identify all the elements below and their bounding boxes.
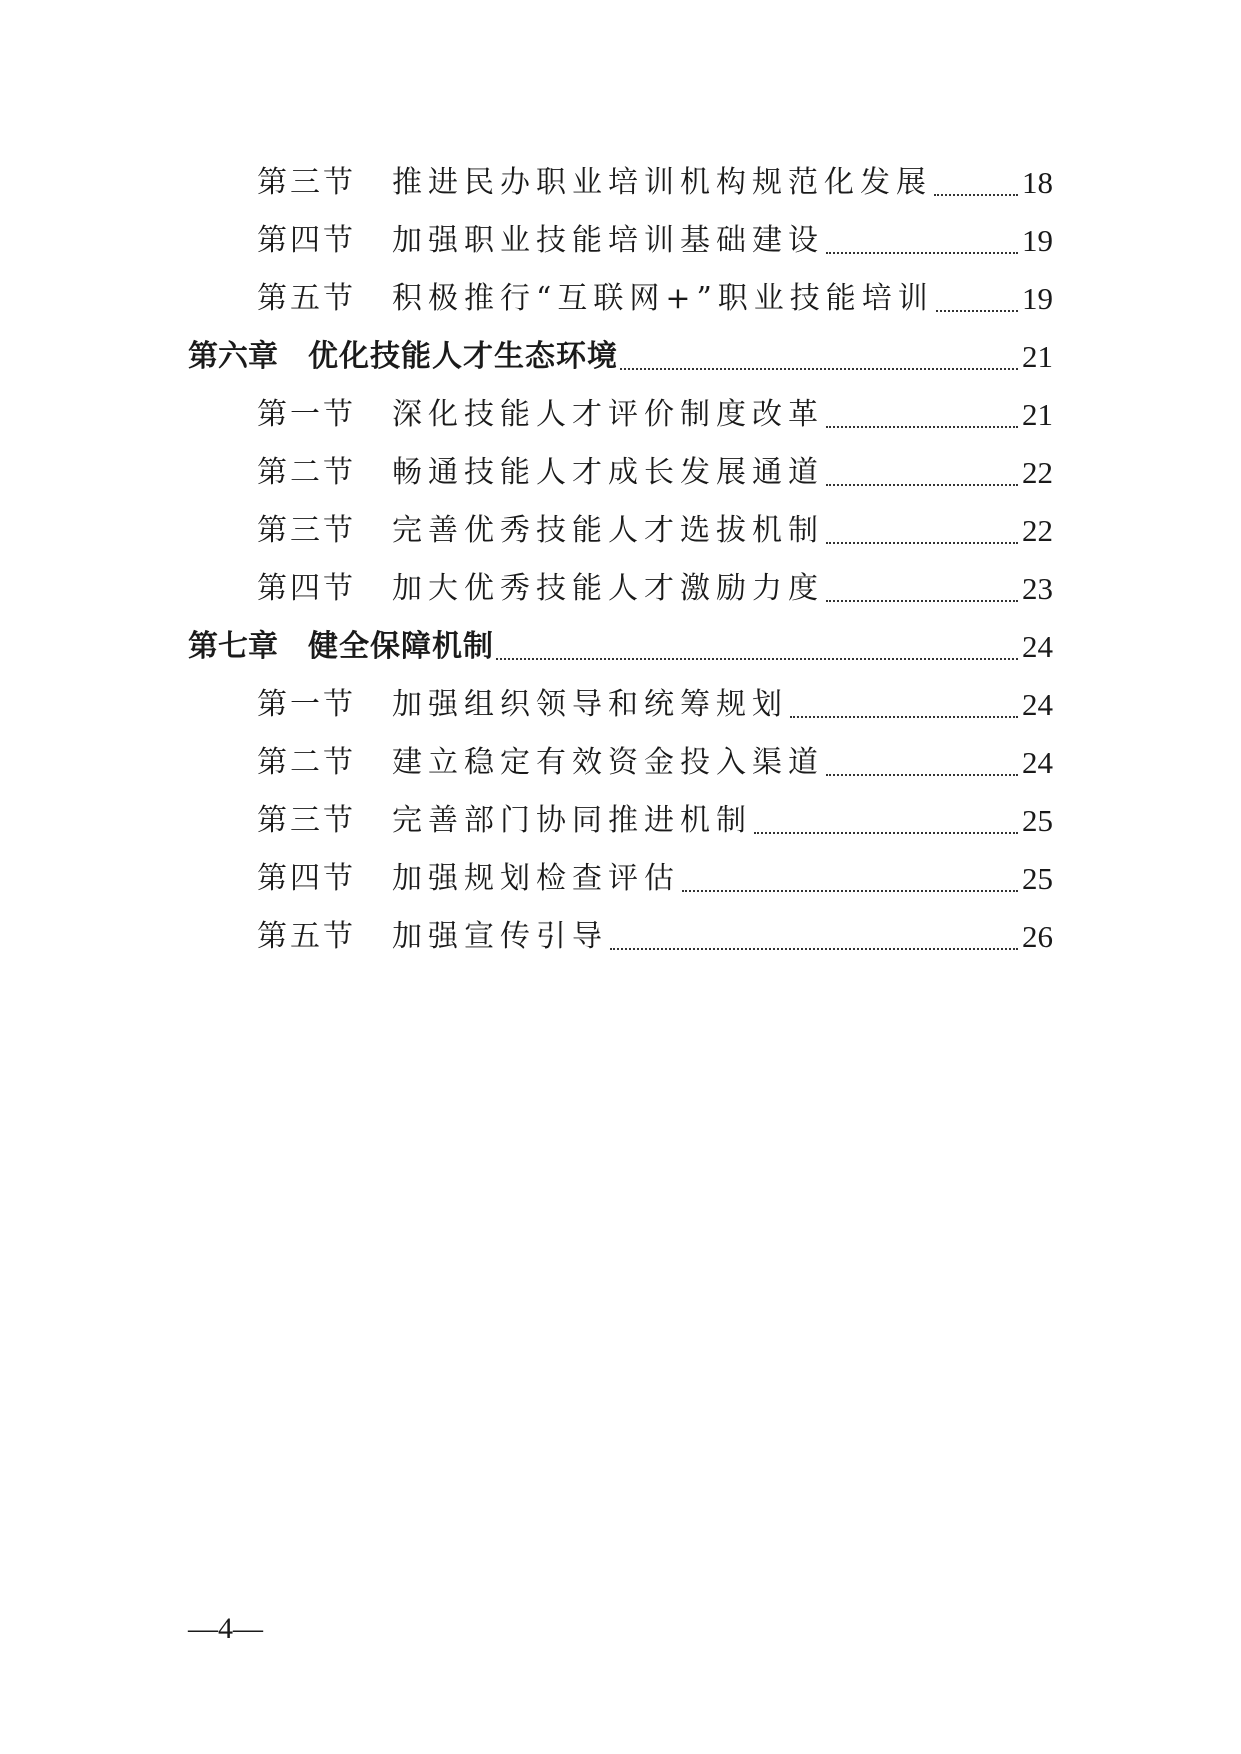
toc-entry[interactable] (257, 274, 1053, 324)
toc-chapter-entry[interactable] (188, 622, 1053, 672)
toc-entry-title: 推进民办职业培训机构规范化发展 (392, 165, 932, 200)
toc-entry-title: 加强组织领导和统筹规划 (392, 687, 788, 722)
toc-leader-dots (496, 658, 1018, 660)
toc-entry-page: 18 (1022, 165, 1053, 200)
toc-entry[interactable] (257, 448, 1053, 498)
toc-entry-label: 第一节 (257, 397, 356, 432)
toc-entry-page: 19 (1022, 281, 1053, 316)
toc-leader-dots (620, 368, 1018, 370)
toc-entry[interactable] (257, 390, 1053, 440)
toc-entry[interactable] (257, 216, 1053, 266)
toc-entry-page: 22 (1022, 513, 1053, 548)
toc-entry-page: 21 (1022, 339, 1053, 374)
toc-chapter-label: 第七章 (188, 629, 278, 664)
toc-entry-label: 第四节 (257, 223, 356, 258)
toc-leader-dots (826, 600, 1018, 602)
toc-entry-title: 完善部门协同推进机制 (392, 803, 752, 838)
toc-chapter-title: 优化技能人才生态环境 (308, 339, 618, 374)
toc-entry[interactable] (257, 854, 1053, 904)
toc-entry-label: 第二节 (257, 455, 356, 490)
toc-entry-title: 建立稳定有效资金投入渠道 (392, 745, 824, 780)
toc-entry-title: 完善优秀技能人才选拔机制 (392, 513, 824, 548)
toc-entry-title: 加强规划检查评估 (392, 861, 680, 896)
toc-entry-title: 加强宣传引导 (392, 919, 608, 954)
toc-leader-dots (610, 948, 1018, 950)
toc-entry-label: 第一节 (257, 687, 356, 722)
toc-entry-label: 第四节 (257, 571, 356, 606)
toc-entry[interactable] (257, 796, 1053, 846)
toc-leader-dots (826, 252, 1018, 254)
toc-entry-label: 第四节 (257, 861, 356, 896)
toc-entry-page: 26 (1022, 919, 1053, 954)
toc-entry-page: 24 (1022, 629, 1053, 664)
toc-entry-page: 21 (1022, 397, 1053, 432)
toc-entry-page: 25 (1022, 803, 1053, 838)
toc-entry-label: 第五节 (257, 919, 356, 954)
toc-leader-dots (790, 716, 1018, 718)
toc-entry-label: 第三节 (257, 513, 356, 548)
toc-entry-label: 第五节 (257, 281, 356, 316)
toc-entry-page: 25 (1022, 861, 1053, 896)
toc-entry-title: 深化技能人才评价制度改革 (392, 397, 824, 432)
toc-chapter-entry[interactable] (188, 332, 1053, 382)
toc-entry-page: 22 (1022, 455, 1053, 490)
toc-entry-label: 第二节 (257, 745, 356, 780)
toc-leader-dots (936, 310, 1018, 312)
toc-entry[interactable] (257, 738, 1053, 788)
toc-leader-dots (826, 426, 1018, 428)
toc-entry-title: 加大优秀技能人才激励力度 (392, 571, 824, 606)
toc-chapter-label: 第六章 (188, 339, 278, 374)
toc-leader-dots (826, 774, 1018, 776)
toc-leader-dots (934, 194, 1018, 196)
toc-leader-dots (754, 832, 1018, 834)
toc-entry-page: 24 (1022, 745, 1053, 780)
toc-entry[interactable] (257, 912, 1053, 962)
toc-entry-title: 畅通技能人才成长发展通道 (392, 455, 824, 490)
toc-entry-title: 加强职业技能培训基础建设 (392, 223, 824, 258)
toc-entry[interactable] (257, 680, 1053, 730)
toc-entry-page: 19 (1022, 223, 1053, 258)
toc-entry-label: 第三节 (257, 165, 356, 200)
toc-leader-dots (682, 890, 1018, 892)
toc-entry[interactable] (257, 564, 1053, 614)
toc-entry[interactable] (257, 158, 1053, 208)
toc-entry-page: 24 (1022, 687, 1053, 722)
toc-entry-label: 第三节 (257, 803, 356, 838)
toc-leader-dots (826, 484, 1018, 486)
toc-entry[interactable] (257, 506, 1053, 556)
footer-page-number: —4— (188, 1612, 263, 1645)
toc-entry-title: 积极推行“互联网+”职业技能培训 (392, 281, 934, 316)
toc-entry-page: 23 (1022, 571, 1053, 606)
toc-chapter-title: 健全保障机制 (308, 629, 494, 664)
toc-leader-dots (826, 542, 1018, 544)
